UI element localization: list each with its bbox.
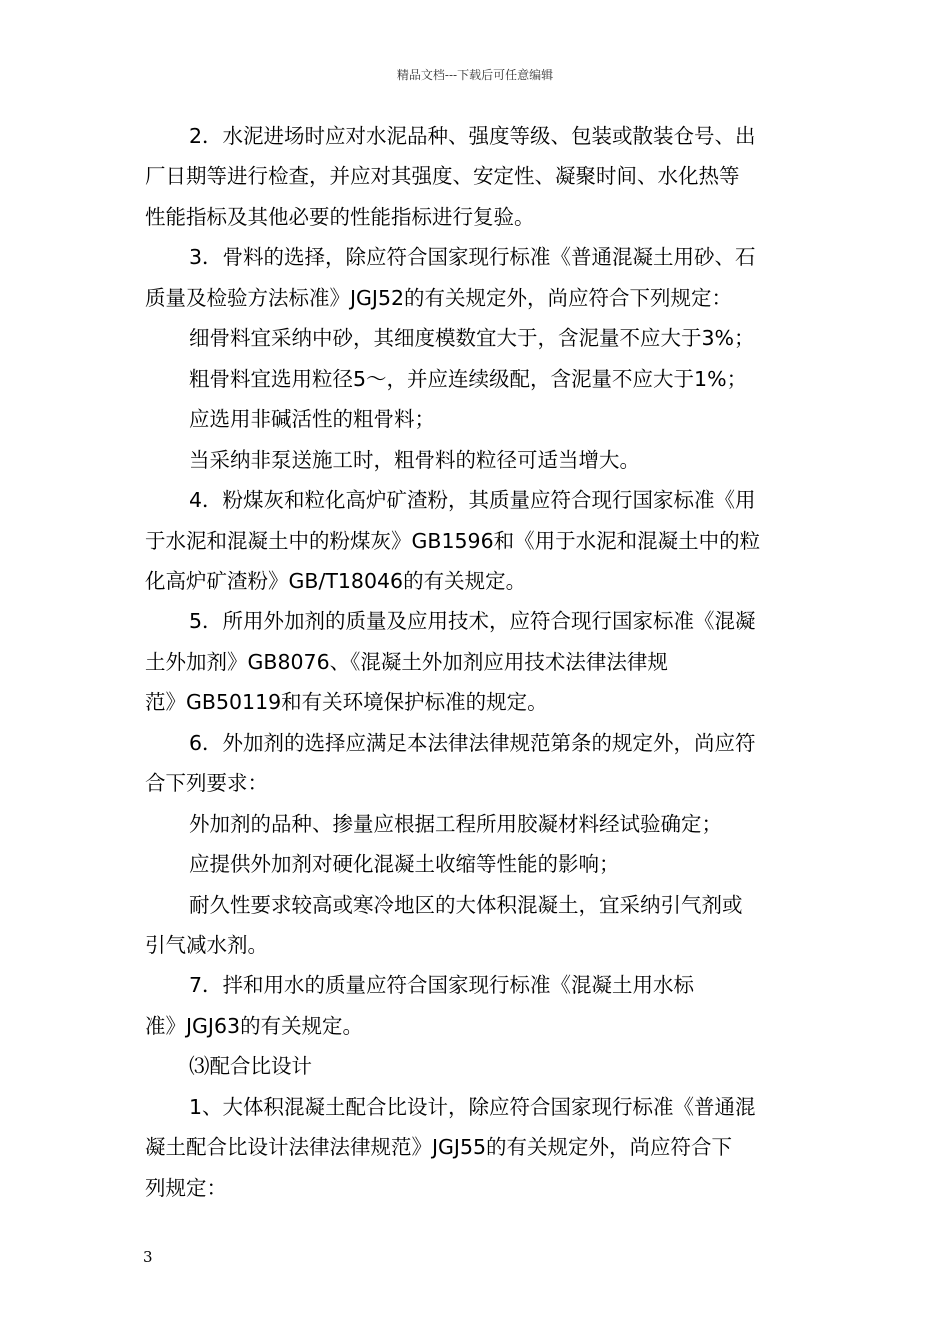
text-line: 性能指标及其他必要的性能指标进行复验。 — [145, 204, 535, 229]
text-line: 粗骨料宜选用粒径5～，并应连续级配，含泥量不应大于1%； — [189, 366, 748, 391]
text-line: 凝土配合比设计法律法律规范》JGJ55的有关规定外，尚应符合下 — [145, 1135, 733, 1160]
text-line: ⑶配合比设计 — [189, 1054, 312, 1079]
text-line: 质量及检验方法标准》JGJ52的有关规定外，尚应符合下列规定： — [145, 285, 733, 310]
text-line: 土外加剂》GB8076、《混凝土外加剂应用技术法律法律规 — [145, 649, 668, 674]
text-line: 应选用非碱活性的粗骨料； — [189, 407, 435, 432]
text-line: 准》JGJ63的有关规定。 — [145, 1013, 364, 1038]
text-line: 6．外加剂的选择应满足本法律法律规范第条的规定外，尚应符 — [189, 730, 756, 755]
text-line: 化高炉矿渣粉》GB/T18046的有关规定。 — [145, 568, 527, 593]
text-line: 合下列要求： — [145, 771, 268, 796]
text-line: 4．粉煤灰和粒化高炉矿渣粉，其质量应符合现行国家标准《用 — [189, 488, 756, 513]
text-line: 耐久性要求较高或寒冷地区的大体积混凝土，宜采纳引气剂或 — [189, 892, 743, 917]
text-line: 当采纳非泵送施工时，粗骨料的粒径可适当增大。 — [189, 447, 640, 472]
text-line: 应提供外加剂对硬化混凝土收缩等性能的影响； — [189, 852, 620, 877]
text-line: 7．拌和用水的质量应符合国家现行标准《混凝土用水标 — [189, 973, 695, 998]
text-line: 5．所用外加剂的质量及应用技术，应符合现行国家标准《混凝 — [189, 609, 756, 634]
text-line: 3．骨料的选择，除应符合国家现行标准《普通混凝土用砂、石 — [189, 245, 756, 270]
text-line: 范》GB50119和有关环境保护标准的规定。 — [145, 690, 548, 715]
text-line: 厂日期等进行检查，并应对其强度、安定性、凝聚时间、水化热等 — [145, 164, 740, 189]
text-line: 于水泥和混凝土中的粉煤灰》GB1596和《用于水泥和混凝土中的粒 — [145, 528, 761, 553]
text-line: 细骨料宜采纳中砂，其细度模数宜大于，含泥量不应大于3%； — [189, 326, 755, 351]
text-line: 引气减水剂。 — [145, 933, 268, 957]
text-line: 列规定： — [145, 1175, 227, 1200]
page-header: 精品文档---下载后可任意编辑 — [396, 68, 554, 82]
page-number: 3 — [143, 1248, 153, 1266]
text-line: 1、大体积混凝土配合比设计，除应符合国家现行标准《普通混 — [189, 1094, 756, 1119]
text-line: 外加剂的品种、掺量应根据工程所用胶凝材料经试验确定； — [189, 811, 722, 836]
text-line: 2．水泥进场时应对水泥品种、强度等级、包装或散装仓号、出 — [189, 124, 756, 148]
